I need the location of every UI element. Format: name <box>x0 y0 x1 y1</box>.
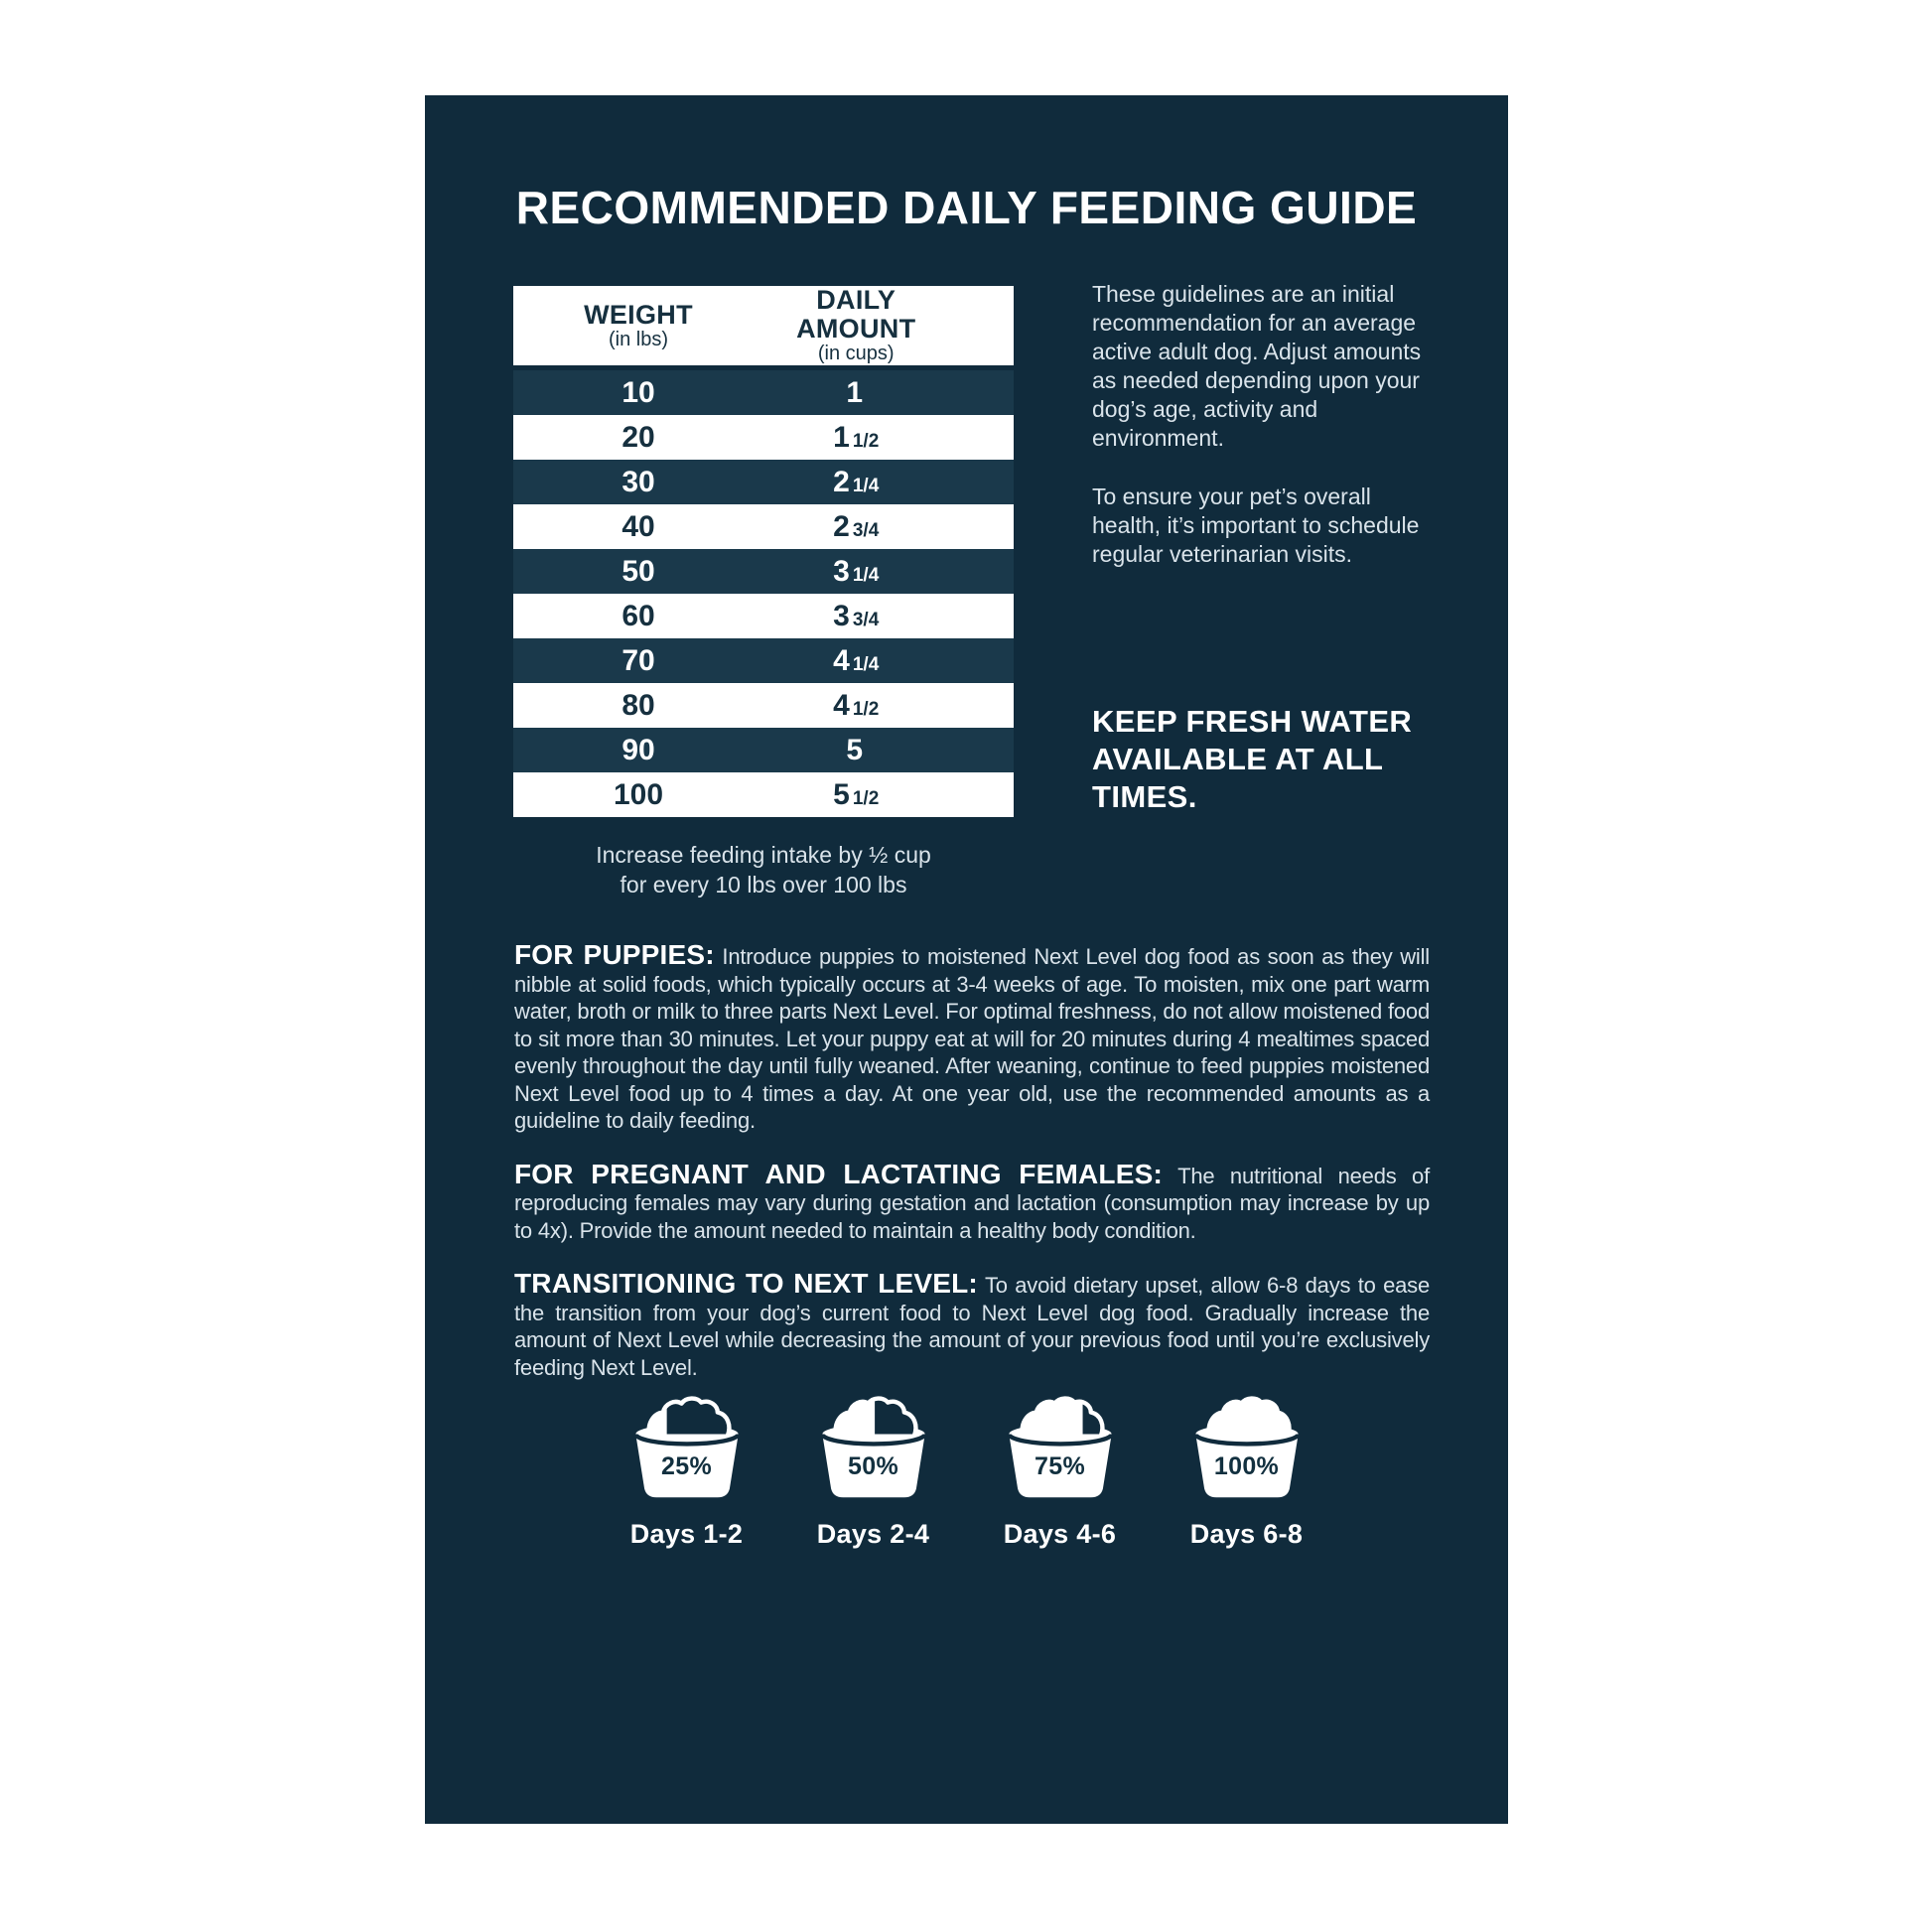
amount-fraction: 3/4 <box>852 609 880 630</box>
daily-amount-cell <box>763 734 948 767</box>
table-row <box>513 549 1014 594</box>
amount-whole: 1 <box>846 375 864 409</box>
table-footnote <box>513 840 1014 899</box>
feeding-guide-panel <box>425 95 1508 1824</box>
bowl-percent: 50% <box>848 1452 898 1480</box>
weight-header-unit: (in lbs) <box>608 328 668 350</box>
daily-amount-cell <box>763 510 948 544</box>
footnote-line-2: for every 10 lbs over 100 lbs <box>620 872 907 897</box>
weight-cell: 60 <box>621 599 655 632</box>
bowl-days-label: Days 6-8 <box>1189 1519 1304 1549</box>
daily-amount-header-title: DAILY AMOUNT <box>796 285 916 345</box>
bowl-percent: 100% <box>1213 1452 1280 1480</box>
weight-header-title: WEIGHT <box>584 299 693 330</box>
dog-bowl-icon <box>621 1396 753 1505</box>
feeding-table <box>513 286 1014 817</box>
page-title: RECOMMENDED DAILY FEEDING GUIDE <box>515 182 1418 233</box>
table-row <box>513 370 1014 415</box>
table-row <box>513 415 1014 460</box>
amount-fraction: 3/4 <box>852 519 880 541</box>
weight-cell: 80 <box>621 688 655 722</box>
amount-whole: 4 <box>833 688 850 722</box>
instruction-paragraph <box>514 1158 1430 1245</box>
amount-whole: 3 <box>833 554 850 588</box>
table-row <box>513 594 1014 638</box>
amount-fraction: 1/4 <box>852 653 880 675</box>
amount-fraction: 1/2 <box>852 698 880 720</box>
guidelines-paragraph-1: These guidelines are an initial recommendation for an average active adult dog. Adjust amounts as needed depending upon your dog’s age, activity and environment. <box>1092 281 1422 451</box>
amount-whole: 5 <box>833 777 850 811</box>
section-heading: FOR PREGNANT AND LACTATING FEMALES: <box>514 1158 1163 1189</box>
daily-amount-header-unit: (in cups) <box>817 343 895 365</box>
table-row <box>513 728 1014 772</box>
feeding-table-header <box>513 286 1014 365</box>
weight-cell: 50 <box>621 554 655 588</box>
section-body: The nutritional needs of reproducing females may vary during gestation and lactation (consumption may increase by up to 4x). Provide the amount needed to maintain a healthy body condition. <box>514 1163 1430 1243</box>
fresh-water-callout: KEEP FRESH WATER AVAILABLE AT ALL TIMES. <box>1092 704 1413 814</box>
dog-bowl-icon <box>995 1396 1126 1505</box>
instruction-paragraph <box>514 1270 1430 1381</box>
transition-step <box>1181 1396 1312 1550</box>
daily-amount-cell <box>763 689 948 723</box>
amount-whole: 5 <box>846 733 864 766</box>
daily-amount-cell <box>763 778 948 812</box>
transition-step <box>808 1396 939 1550</box>
table-row <box>513 460 1014 504</box>
section-body: Introduce puppies to moistened Next Level dog food as soon as they will nibble at solid foods, which typically occurs at 3-4 weeks of age. To moisten, mix one part warm water, broth or milk to three parts Next Level. For optimal freshness, do not allow moistened food to sit more than 30 minutes. Let your puppy eat at will for 20 minutes during 4 mealtimes spaced evenly throughout the day until fully weaned. After weaning, continue to feed puppies moistened Next Level food up to 4 times a day. At one year old, use the recommended amounts as a guideline to daily feeding. <box>514 944 1430 1133</box>
bowl-days-label: Days 4-6 <box>1003 1519 1117 1549</box>
table-row <box>513 683 1014 728</box>
transition-step <box>621 1396 753 1550</box>
instruction-paragraph <box>514 941 1430 1135</box>
section-heading: TRANSITIONING TO NEXT LEVEL: <box>514 1268 978 1299</box>
daily-amount-cell <box>763 555 948 589</box>
daily-amount-cell <box>763 644 948 678</box>
weight-cell: 10 <box>621 375 655 409</box>
bowl-percent: 25% <box>661 1452 712 1480</box>
weight-cell: 70 <box>621 643 655 677</box>
amount-fraction: 1/4 <box>852 564 880 586</box>
feeding-table-body <box>513 370 1014 817</box>
daily-amount-column-header <box>763 286 948 365</box>
daily-amount-cell <box>763 376 948 410</box>
table-row <box>513 772 1014 817</box>
dog-bowl-icon <box>808 1396 939 1505</box>
section-heading: FOR PUPPIES: <box>514 939 715 970</box>
amount-whole: 3 <box>833 599 850 632</box>
amount-whole: 2 <box>833 465 850 498</box>
amount-whole: 4 <box>833 643 850 677</box>
weight-cell: 30 <box>621 465 655 498</box>
feeding-instructions <box>514 941 1430 1407</box>
weight-cell: 40 <box>621 509 655 543</box>
daily-amount-cell <box>763 421 948 455</box>
dog-bowl-icon <box>1181 1396 1312 1505</box>
daily-amount-cell <box>763 600 948 633</box>
weight-column-header <box>513 301 763 351</box>
transition-step <box>995 1396 1126 1550</box>
footnote-line-1: Increase feeding intake by ½ cup <box>596 842 931 868</box>
daily-amount-cell <box>763 466 948 499</box>
weight-cell: 100 <box>613 777 664 811</box>
amount-fraction: 1/2 <box>852 787 880 809</box>
amount-fraction: 1/4 <box>852 475 880 496</box>
bowl-days-label: Days 2-4 <box>816 1519 930 1549</box>
amount-whole: 1 <box>833 420 850 454</box>
amount-whole: 2 <box>833 509 850 543</box>
transition-schedule <box>425 1396 1508 1550</box>
bowl-percent: 75% <box>1035 1452 1085 1480</box>
bowl-days-label: Days 1-2 <box>629 1519 744 1549</box>
weight-cell: 90 <box>621 733 655 766</box>
amount-fraction: 1/2 <box>852 430 880 452</box>
section-body: To avoid dietary upset, allow 6-8 days to ease the transition from your dog’s current food to Next Level dog food. Gradually increase the amount of Next Level while decreasing the amount of your previous food until you’re exclusively feeding Next Level. <box>514 1273 1431 1380</box>
weight-cell: 20 <box>621 420 655 454</box>
guidelines-text <box>1092 280 1438 569</box>
guidelines-paragraph-2: To ensure your pet’s overall health, it’s important to schedule regular veterinarian visits. <box>1092 483 1420 567</box>
table-row <box>513 638 1014 683</box>
table-row <box>513 504 1014 549</box>
